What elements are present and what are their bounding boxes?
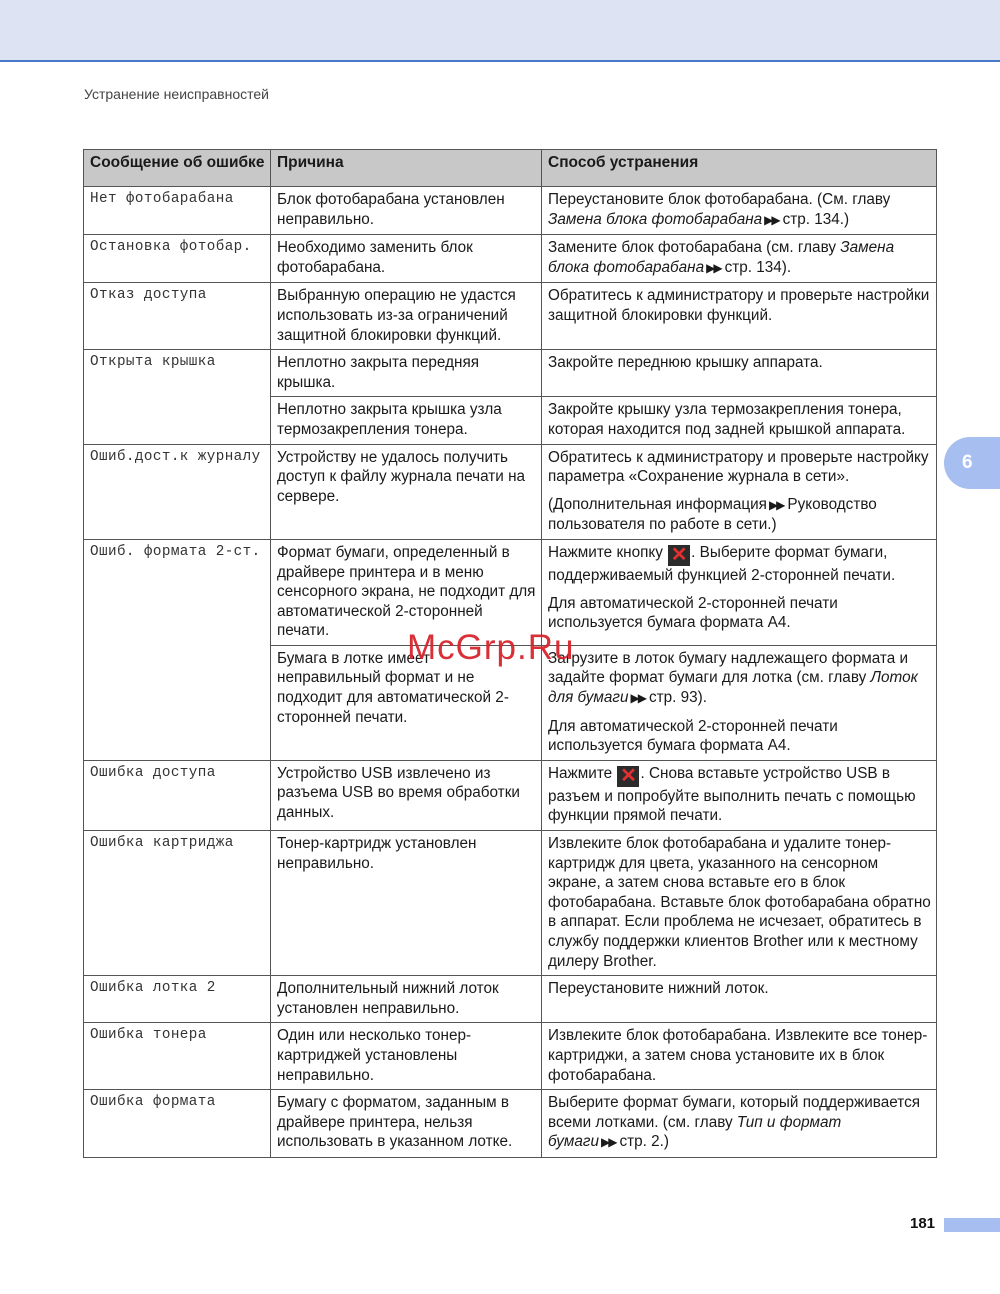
table-row (84, 187, 937, 235)
error-cause: Тонер-картридж установлен неправильно. (271, 831, 542, 976)
remedy-page: стр. 134.) (782, 210, 850, 228)
remedy-extra-text: (Дополнительная информация (548, 495, 767, 513)
page-bar (944, 1218, 1000, 1232)
remedy-extra-tail: Руководство пользователя по работе в сети.) (548, 495, 877, 534)
error-remedy: Извлеките блок фотобарабана и удалите тонер-картридж для цвета, указанного на сенсорном экране, а затем снова вставьте его в блок фотобарабана. Вставьте блок фотобарабана обратно в аппарат. Если проблема не исчезает, обратитесь в службу поддержки клиентов Brother или к местному дилеру Brother. (542, 831, 937, 976)
double-arrow-icon: ▶▶ (630, 691, 645, 706)
table-row (84, 444, 937, 539)
error-message: Открыта крышка (84, 350, 271, 444)
error-message: Ошибка доступа (84, 760, 271, 830)
error-message: Нет фотобарабана (84, 187, 271, 235)
remedy-main: . Выберите формат бумаги, поддерживаемый функцией 2-сторонней печати. (548, 543, 896, 584)
error-message: Ошибка тонера (84, 1023, 271, 1090)
error-cause: Неплотно закрыта крышка узла термозакрепления тонера. (271, 397, 542, 444)
error-remedy (542, 444, 937, 539)
error-remedy (542, 645, 937, 760)
remedy-text: Замените блок фотобарабана (см. главу (548, 239, 841, 257)
error-cause: Формат бумаги, определенный в драйвере принтера и в меню сенсорного экрана, не подходит для автоматической 2-сторонней печати. (271, 539, 542, 645)
column-header-cause: Причина (271, 150, 542, 187)
remedy-reference: Тип и формат бумаги (548, 1113, 842, 1151)
table-row (84, 1023, 937, 1090)
error-remedy (542, 539, 937, 645)
table-row (84, 976, 937, 1023)
remedy-page: стр. 134). (724, 258, 792, 276)
chapter-tab: 6 (944, 437, 1000, 489)
page-number: 181 (910, 1215, 936, 1232)
table-row (84, 350, 937, 397)
double-arrow-icon: ▶▶ (706, 260, 721, 275)
remedy-extra (548, 495, 931, 535)
watermark: McGrp.Ru (407, 628, 575, 667)
error-cause: Один или несколько тонер-картриджей установлены неправильно. (271, 1023, 542, 1090)
table-header-row (84, 150, 937, 187)
top-band (0, 0, 1000, 62)
error-cause: Выбранную операцию не удастся использовать из-за ограничений защитной блокировки функций. (271, 283, 542, 350)
remedy-page: стр. 2.) (619, 1133, 669, 1151)
table-row (84, 760, 937, 830)
error-cause: Бумага в лотке имеет неправильный формат и не подходит для автоматической 2-сторонней печати. (271, 645, 542, 760)
remedy-extra: Для автоматической 2-сторонней печати используется бумага формата A4. (548, 717, 838, 755)
remedy-page: стр. 93). (648, 689, 707, 707)
error-remedy: Закройте крышку узла термозакрепления тонера, которая находится под задней крышкой аппарата. (542, 397, 937, 444)
error-remedy: Закройте переднюю крышку аппарата. (542, 350, 937, 397)
running-header: Устранение неисправностей (84, 86, 269, 102)
error-remedy: Обратитесь к администратору и проверьте настройки защитной блокировки функций. (542, 283, 937, 350)
error-cause: Необходимо заменить блок фотобарабана. (271, 235, 542, 283)
remedy-pre: Нажмите (548, 764, 613, 782)
cancel-button-icon: ✕ (668, 545, 690, 566)
double-arrow-icon: ▶▶ (600, 1135, 616, 1150)
error-remedy (542, 760, 937, 830)
table-row (84, 235, 937, 283)
error-remedy (542, 187, 937, 235)
error-cause: Бумагу с форматом, заданным в драйвере принтера, нельзя использовать в указанном лотке. (271, 1090, 542, 1158)
remedy-reference: Замена блока фотобарабана (548, 210, 763, 228)
cancel-button-icon: ✕ (617, 766, 639, 787)
error-remedy: Переустановите нижний лоток. (542, 976, 937, 1023)
error-message: Ошибка лотка 2 (84, 976, 271, 1023)
remedy-text: Выберите формат бумаги, который поддерживается всеми лотками. (см. главу (548, 1094, 921, 1131)
table-row (84, 831, 937, 976)
remedy-main: Загрузите в лоток бумагу надлежащего формата и задайте формат бумаги для лотка (см. главу (548, 649, 909, 687)
remedy-extra: Для автоматической 2-сторонней печати используется бумага формата A4. (548, 594, 838, 632)
table-row (84, 283, 937, 350)
error-remedy: Извлеките блок фотобарабана. Извлеките все тонер-картриджи, а затем снова установите их в блок фотобарабана. (542, 1023, 937, 1090)
double-arrow-icon: ▶▶ (764, 212, 779, 227)
error-cause: Блок фотобарабана установлен неправильно. (271, 187, 542, 235)
error-cause: Устройство USB извлечено из разъема USB во время обработки данных. (271, 760, 542, 830)
error-message: Ошибка формата (84, 1090, 271, 1158)
remedy-pre: Нажмите кнопку (548, 543, 663, 561)
error-message: Ошиб.дост.к журналу (84, 444, 271, 539)
remedy-reference: Лоток для бумаги (548, 669, 918, 707)
remedy-text (548, 649, 931, 709)
column-header-message: Сообщение об ошибке (84, 150, 271, 187)
error-message: Ошибка картриджа (84, 831, 271, 976)
error-message: Отказ доступа (84, 283, 271, 350)
error-remedy (542, 235, 937, 283)
remedy-text: Обратитесь к администратору и проверьте настройку параметра «Сохранение журнала в сети». (548, 448, 929, 486)
table-row (84, 1090, 937, 1158)
column-header-remedy: Способ устранения (542, 150, 937, 187)
error-message: Остановка фотобар. (84, 235, 271, 283)
error-cause: Дополнительный нижний лоток установлен неправильно. (271, 976, 542, 1023)
error-remedy (542, 1090, 937, 1158)
double-arrow-icon: ▶▶ (768, 497, 784, 512)
remedy-text (548, 543, 931, 586)
error-cause: Устройству не удалось получить доступ к файлу журнала печати на сервере. (271, 444, 542, 539)
error-cause: Неплотно закрыта передняя крышка. (271, 350, 542, 397)
remedy-main: . Снова вставьте устройство USB в разъем и попробуйте выполнить печать с помощью функции прямой печати. (548, 764, 916, 825)
remedy-reference: Замена блока фотобарабана (548, 239, 895, 276)
error-message: Ошиб. формата 2-ст. (84, 539, 271, 760)
remedy-text: Переустановите блок фотобарабана. (См. главу (548, 191, 891, 208)
